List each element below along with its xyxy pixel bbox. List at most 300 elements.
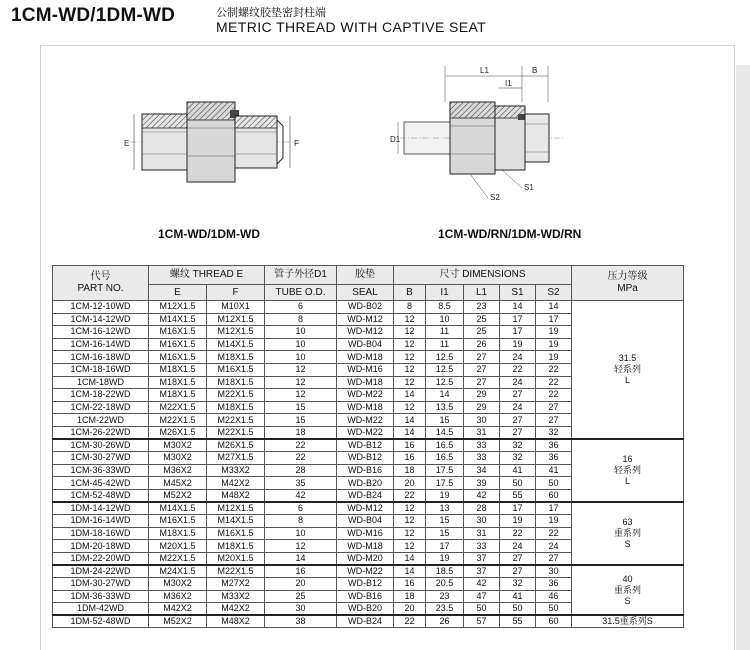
cell-tube-od: 15 [265, 401, 337, 414]
cell-b: 14 [394, 414, 426, 427]
cell-s1: 41 [500, 590, 536, 603]
cell-s1: 24 [500, 540, 536, 553]
cell-s1: 27 [500, 565, 536, 578]
cell-thread-e: M16X1.5 [149, 351, 207, 364]
figure-caption-left: 1CM-WD/1DM-WD [158, 227, 260, 241]
cell-seal: WD-B20 [337, 603, 394, 616]
cell-thread-f: M18X1.5 [207, 351, 265, 364]
cell-b: 16 [394, 452, 426, 465]
cell-seal: WD-M16 [337, 363, 394, 376]
cell-s1: 14 [500, 301, 536, 314]
cell-thread-f: M14X1.5 [207, 338, 265, 351]
pressure-code: S [646, 616, 653, 627]
cell-thread-e: M18X1.5 [149, 527, 207, 540]
pressure-value: 16 [622, 454, 633, 465]
cell-tube-od: 12 [265, 376, 337, 389]
cell-part: 1DM-14-12WD [53, 502, 149, 515]
header-thread-e: E [149, 285, 207, 301]
cell-thread-f: M22X1.5 [207, 426, 265, 439]
cell-l1: 34 [464, 464, 500, 477]
cell-s1: 50 [500, 603, 536, 616]
cell-s1: 19 [500, 338, 536, 351]
cell-l1: 42 [464, 578, 500, 591]
cell-b: 14 [394, 565, 426, 578]
cell-i1: 13.5 [426, 401, 464, 414]
cell-s2: 27 [536, 552, 572, 565]
title-chinese: 公制螺纹胶垫密封柱端 [216, 6, 326, 19]
cell-part: 1CM-26-22WD [53, 426, 149, 439]
cell-thread-f: M26X1.5 [207, 439, 265, 452]
cell-seal: WD-B12 [337, 439, 394, 452]
header-dimensions: 尺寸 DIMENSIONS [394, 266, 572, 285]
cell-thread-f: M18X1.5 [207, 401, 265, 414]
cell-l1: 25 [464, 326, 500, 339]
cell-thread-e: M26X1.5 [149, 426, 207, 439]
cell-s1: 22 [500, 363, 536, 376]
cell-l1: 29 [464, 401, 500, 414]
dim-label-i1: I1 [505, 79, 512, 88]
cell-i1: 16.5 [426, 452, 464, 465]
cell-thread-e: M22X1.5 [149, 552, 207, 565]
cell-s1: 55 [500, 615, 536, 628]
pressure-code: S [624, 538, 631, 549]
cell-thread-f: M12X1.5 [207, 313, 265, 326]
cell-i1: 17 [426, 540, 464, 553]
cell-part: 1CM-16-14WD [53, 338, 149, 351]
figure-caption-right: 1CM-WD/RN/1DM-WD/RN [438, 227, 582, 241]
cell-thread-e: M18X1.5 [149, 389, 207, 402]
spec-table-body [53, 301, 684, 628]
cell-seal: WD-M12 [337, 502, 394, 515]
cell-s1: 27 [500, 552, 536, 565]
header-tube-cn: 管子外径D1 [265, 266, 337, 285]
cell-s2: 36 [536, 439, 572, 452]
cell-b: 8 [394, 301, 426, 314]
cell-i1: 23 [426, 590, 464, 603]
cell-seal: WD-B20 [337, 477, 394, 490]
cell-s2: 50 [536, 603, 572, 616]
cell-thread-f: M12X1.5 [207, 326, 265, 339]
cell-seal: WD-M12 [337, 326, 394, 339]
cell-s2: 27 [536, 401, 572, 414]
cell-thread-e: M24X1.5 [149, 565, 207, 578]
cell-s1: 24 [500, 351, 536, 364]
cell-tube-od: 12 [265, 540, 337, 553]
cell-s2: 22 [536, 527, 572, 540]
pressure-value: 63 [622, 516, 633, 527]
cell-s1: 19 [500, 515, 536, 528]
cell-s2: 27 [536, 414, 572, 427]
cell-s2: 60 [536, 615, 572, 628]
cell-part: 1DM-36-33WD [53, 590, 149, 603]
header-i1: I1 [426, 285, 464, 301]
cell-thread-e: M12X1.5 [149, 301, 207, 314]
cell-b: 22 [394, 615, 426, 628]
cell-part: 1DM-22-20WD [53, 552, 149, 565]
cell-b: 20 [394, 477, 426, 490]
cell-thread-e: M52X2 [149, 615, 207, 628]
cell-part: 1CM-52-48WD [53, 489, 149, 502]
cell-b: 12 [394, 326, 426, 339]
cell-s1: 27 [500, 426, 536, 439]
cell-thread-e: M14X1.5 [149, 313, 207, 326]
cell-seal: WD-B24 [337, 489, 394, 502]
cell-s2: 17 [536, 502, 572, 515]
pressure-value: 31.5 [602, 616, 620, 627]
cell-l1: 42 [464, 489, 500, 502]
cell-i1: 8.5 [426, 301, 464, 314]
cell-tube-od: 12 [265, 363, 337, 376]
cell-i1: 18.5 [426, 565, 464, 578]
cell-b: 14 [394, 552, 426, 565]
cell-part: 1DM-42WD [53, 603, 149, 616]
cell-l1: 33 [464, 452, 500, 465]
cell-thread-e: M30X2 [149, 452, 207, 465]
cell-tube-od: 8 [265, 515, 337, 528]
cell-thread-e: M30X2 [149, 578, 207, 591]
cell-s2: 24 [536, 540, 572, 553]
cell-pressure-group [572, 439, 684, 502]
cell-i1: 17.5 [426, 477, 464, 490]
cell-thread-f: M22X1.5 [207, 389, 265, 402]
cell-tube-od: 10 [265, 351, 337, 364]
cell-l1: 30 [464, 414, 500, 427]
cell-l1: 30 [464, 515, 500, 528]
cell-pressure-group [572, 502, 684, 565]
cell-part: 1DM-16-14WD [53, 515, 149, 528]
cell-seal: WD-M20 [337, 552, 394, 565]
cell-seal: WD-M22 [337, 426, 394, 439]
cell-thread-f: M20X1.5 [207, 552, 265, 565]
table-row [53, 565, 684, 578]
cell-seal: WD-M18 [337, 376, 394, 389]
cell-s2: 19 [536, 515, 572, 528]
table-row [53, 439, 684, 452]
dim-label-s1: S1 [524, 183, 534, 192]
cell-i1: 19 [426, 552, 464, 565]
cell-b: 22 [394, 489, 426, 502]
cell-thread-f: M48X2 [207, 489, 265, 502]
cell-s2: 19 [536, 351, 572, 364]
cell-thread-e: M16X1.5 [149, 326, 207, 339]
cell-l1: 27 [464, 376, 500, 389]
cell-s2: 36 [536, 578, 572, 591]
cell-s1: 27 [500, 389, 536, 402]
cell-part: 1CM-30-27WD [53, 452, 149, 465]
cell-part: 1CM-14-12WD [53, 313, 149, 326]
cell-b: 16 [394, 439, 426, 452]
cell-pressure-group [572, 615, 684, 628]
cell-thread-e: M52X2 [149, 489, 207, 502]
cell-tube-od: 22 [265, 439, 337, 452]
cell-thread-e: M18X1.5 [149, 363, 207, 376]
header-thread-f: F [207, 285, 265, 301]
cell-b: 12 [394, 313, 426, 326]
cell-seal: WD-M18 [337, 540, 394, 553]
header-part-no: 代号 PART NO. [53, 266, 149, 301]
cell-s2: 46 [536, 590, 572, 603]
cell-i1: 15 [426, 515, 464, 528]
cell-s2: 32 [536, 426, 572, 439]
fitting-drawing-left [120, 80, 310, 205]
cell-tube-od: 15 [265, 414, 337, 427]
dim-label-f: F [294, 139, 299, 148]
cell-i1: 12.5 [426, 363, 464, 376]
cell-s1: 24 [500, 401, 536, 414]
cell-b: 18 [394, 590, 426, 603]
cell-tube-od: 22 [265, 452, 337, 465]
cell-l1: 27 [464, 363, 500, 376]
cell-seal: WD-B02 [337, 301, 394, 314]
cell-i1: 11 [426, 326, 464, 339]
cell-thread-f: M18X1.5 [207, 376, 265, 389]
cell-s2: 50 [536, 477, 572, 490]
cell-seal: WD-B12 [337, 452, 394, 465]
cell-tube-od: 28 [265, 464, 337, 477]
pressure-code: L [625, 476, 631, 487]
cell-thread-f: M33X2 [207, 590, 265, 603]
cell-s1: 50 [500, 477, 536, 490]
cell-part: 1CM-22-18WD [53, 401, 149, 414]
cell-tube-od: 10 [265, 527, 337, 540]
cell-b: 12 [394, 527, 426, 540]
header-tube-en: TUBE O.D. [265, 285, 337, 301]
cell-tube-od: 35 [265, 477, 337, 490]
cell-thread-e: M36X2 [149, 590, 207, 603]
cell-b: 12 [394, 515, 426, 528]
cell-i1: 23.5 [426, 603, 464, 616]
cell-thread-f: M27X2 [207, 578, 265, 591]
cell-tube-od: 25 [265, 590, 337, 603]
cell-seal: WD-B16 [337, 464, 394, 477]
table-row [53, 615, 684, 628]
cell-l1: 23 [464, 301, 500, 314]
cell-tube-od: 30 [265, 603, 337, 616]
cell-thread-e: M22X1.5 [149, 414, 207, 427]
cell-thread-f: M14X1.5 [207, 515, 265, 528]
cell-l1: 31 [464, 426, 500, 439]
header-pressure: 压力等级 MPa [572, 266, 684, 301]
cell-s1: 24 [500, 376, 536, 389]
cell-i1: 12.5 [426, 376, 464, 389]
header-l1: L1 [464, 285, 500, 301]
cell-b: 16 [394, 578, 426, 591]
header-s2: S2 [536, 285, 572, 301]
cell-b: 20 [394, 603, 426, 616]
cell-b: 14 [394, 389, 426, 402]
cell-part: 1CM-18WD [53, 376, 149, 389]
cell-l1: 47 [464, 590, 500, 603]
cell-b: 14 [394, 426, 426, 439]
cell-i1: 10 [426, 313, 464, 326]
cell-thread-f: M12X1.5 [207, 502, 265, 515]
cell-s2: 60 [536, 489, 572, 502]
cell-i1: 16.5 [426, 439, 464, 452]
cell-s1: 27 [500, 414, 536, 427]
cell-i1: 11 [426, 338, 464, 351]
cell-b: 12 [394, 401, 426, 414]
cell-part: 1DM-20-18WD [53, 540, 149, 553]
cell-l1: 25 [464, 313, 500, 326]
pressure-code: L [625, 375, 631, 386]
cell-part: 1DM-30-27WD [53, 578, 149, 591]
cell-i1: 15 [426, 527, 464, 540]
cell-tube-od: 20 [265, 578, 337, 591]
side-strip [736, 65, 750, 650]
header-seal-en: SEAL [337, 285, 394, 301]
dim-label-e: E [124, 139, 130, 148]
pressure-series: 轻系列 [614, 465, 642, 476]
cell-l1: 57 [464, 615, 500, 628]
cell-b: 12 [394, 363, 426, 376]
cell-b: 12 [394, 338, 426, 351]
pressure-series: 重系列 [619, 616, 647, 627]
dim-label-d1: D1 [390, 135, 401, 144]
cell-s1: 17 [500, 326, 536, 339]
cell-seal: WD-B04 [337, 515, 394, 528]
dim-label-b: B [532, 66, 538, 75]
cell-thread-e: M14X1.5 [149, 502, 207, 515]
cell-thread-e: M45X2 [149, 477, 207, 490]
cell-thread-e: M30X2 [149, 439, 207, 452]
cell-part: 1CM-16-12WD [53, 326, 149, 339]
cell-i1: 19 [426, 489, 464, 502]
cell-s1: 32 [500, 578, 536, 591]
cell-seal: WD-B24 [337, 615, 394, 628]
cell-thread-f: M22X1.5 [207, 414, 265, 427]
pressure-series: 轻系列 [614, 364, 642, 375]
cell-s1: 17 [500, 313, 536, 326]
cell-l1: 37 [464, 565, 500, 578]
cell-thread-e: M20X1.5 [149, 540, 207, 553]
cell-thread-f: M18X1.5 [207, 540, 265, 553]
cell-s2: 17 [536, 313, 572, 326]
cell-thread-f: M48X2 [207, 615, 265, 628]
cell-s2: 22 [536, 363, 572, 376]
cell-thread-f: M27X1.5 [207, 452, 265, 465]
cell-tube-od: 14 [265, 552, 337, 565]
pressure-value: 31.5 [618, 353, 637, 364]
cell-i1: 17.5 [426, 464, 464, 477]
dim-label-l1: L1 [480, 66, 489, 75]
cell-s2: 22 [536, 376, 572, 389]
table-row [53, 301, 684, 314]
pressure-series: 重系列 [614, 527, 642, 538]
cell-part: 1CM-45-42WD [53, 477, 149, 490]
cell-seal: WD-M16 [337, 527, 394, 540]
title-english: METRIC THREAD WITH CAPTIVE SEAT [216, 19, 487, 35]
product-code-title: 1CM-WD/1DM-WD [11, 5, 176, 26]
cell-tube-od: 8 [265, 313, 337, 326]
cell-seal: WD-M18 [337, 351, 394, 364]
cell-thread-f: M33X2 [207, 464, 265, 477]
cell-tube-od: 18 [265, 426, 337, 439]
cell-l1: 33 [464, 439, 500, 452]
cell-part: 1CM-36-33WD [53, 464, 149, 477]
header-thread: 螺纹 THREAD E [149, 266, 265, 285]
cell-thread-f: M16X1.5 [207, 527, 265, 540]
cell-tube-od: 6 [265, 301, 337, 314]
cell-l1: 37 [464, 552, 500, 565]
cell-i1: 12.5 [426, 351, 464, 364]
cell-l1: 27 [464, 351, 500, 364]
cell-s2: 41 [536, 464, 572, 477]
cell-i1: 26 [426, 615, 464, 628]
cell-tube-od: 16 [265, 565, 337, 578]
cell-thread-f: M22X1.5 [207, 565, 265, 578]
cell-tube-od: 12 [265, 389, 337, 402]
cell-s2: 22 [536, 389, 572, 402]
cell-thread-e: M18X1.5 [149, 376, 207, 389]
cell-seal: WD-M18 [337, 401, 394, 414]
cell-tube-od: 10 [265, 338, 337, 351]
cell-tube-od: 6 [265, 502, 337, 515]
cell-seal: WD-B12 [337, 578, 394, 591]
cell-part: 1CM-18-22WD [53, 389, 149, 402]
cell-s2: 30 [536, 565, 572, 578]
cell-pressure-group [572, 565, 684, 615]
cell-part: 1CM-16-18WD [53, 351, 149, 364]
cell-tube-od: 10 [265, 326, 337, 339]
cell-i1: 15 [426, 414, 464, 427]
cell-s2: 36 [536, 452, 572, 465]
cell-l1: 31 [464, 527, 500, 540]
cell-l1: 28 [464, 502, 500, 515]
cell-part: 1CM-12-10WD [53, 301, 149, 314]
cell-b: 12 [394, 376, 426, 389]
cell-l1: 50 [464, 603, 500, 616]
cell-b: 12 [394, 502, 426, 515]
header-seal-cn: 胶垫 [337, 266, 394, 285]
cell-b: 12 [394, 540, 426, 553]
cell-i1: 13 [426, 502, 464, 515]
spec-table [52, 265, 684, 628]
cell-thread-e: M22X1.5 [149, 401, 207, 414]
header-b: B [394, 285, 426, 301]
cell-s1: 55 [500, 489, 536, 502]
cell-part: 1DM-18-16WD [53, 527, 149, 540]
cell-thread-e: M42X2 [149, 603, 207, 616]
cell-b: 12 [394, 351, 426, 364]
cell-s2: 14 [536, 301, 572, 314]
cell-i1: 14 [426, 389, 464, 402]
dim-label-s2: S2 [490, 193, 500, 202]
cell-thread-f: M42X2 [207, 603, 265, 616]
cell-l1: 39 [464, 477, 500, 490]
pressure-code: S [624, 595, 631, 606]
cell-seal: WD-M12 [337, 313, 394, 326]
cell-seal: WD-M22 [337, 565, 394, 578]
cell-s1: 17 [500, 502, 536, 515]
cell-part: 1DM-24-22WD [53, 565, 149, 578]
cell-part: 1CM-30-26WD [53, 439, 149, 452]
cell-seal: WD-M22 [337, 389, 394, 402]
cell-thread-f: M16X1.5 [207, 363, 265, 376]
cell-part: 1CM-22WD [53, 414, 149, 427]
cell-s1: 22 [500, 527, 536, 540]
cell-seal: WD-B16 [337, 590, 394, 603]
cell-thread-e: M36X2 [149, 464, 207, 477]
cell-i1: 20.5 [426, 578, 464, 591]
cell-part: 1DM-52-48WD [53, 615, 149, 628]
cell-s2: 19 [536, 338, 572, 351]
cell-i1: 14.5 [426, 426, 464, 439]
cell-l1: 26 [464, 338, 500, 351]
cell-seal: WD-M22 [337, 414, 394, 427]
cell-tube-od: 42 [265, 489, 337, 502]
fitting-drawing-right [390, 62, 580, 207]
cell-s1: 41 [500, 464, 536, 477]
